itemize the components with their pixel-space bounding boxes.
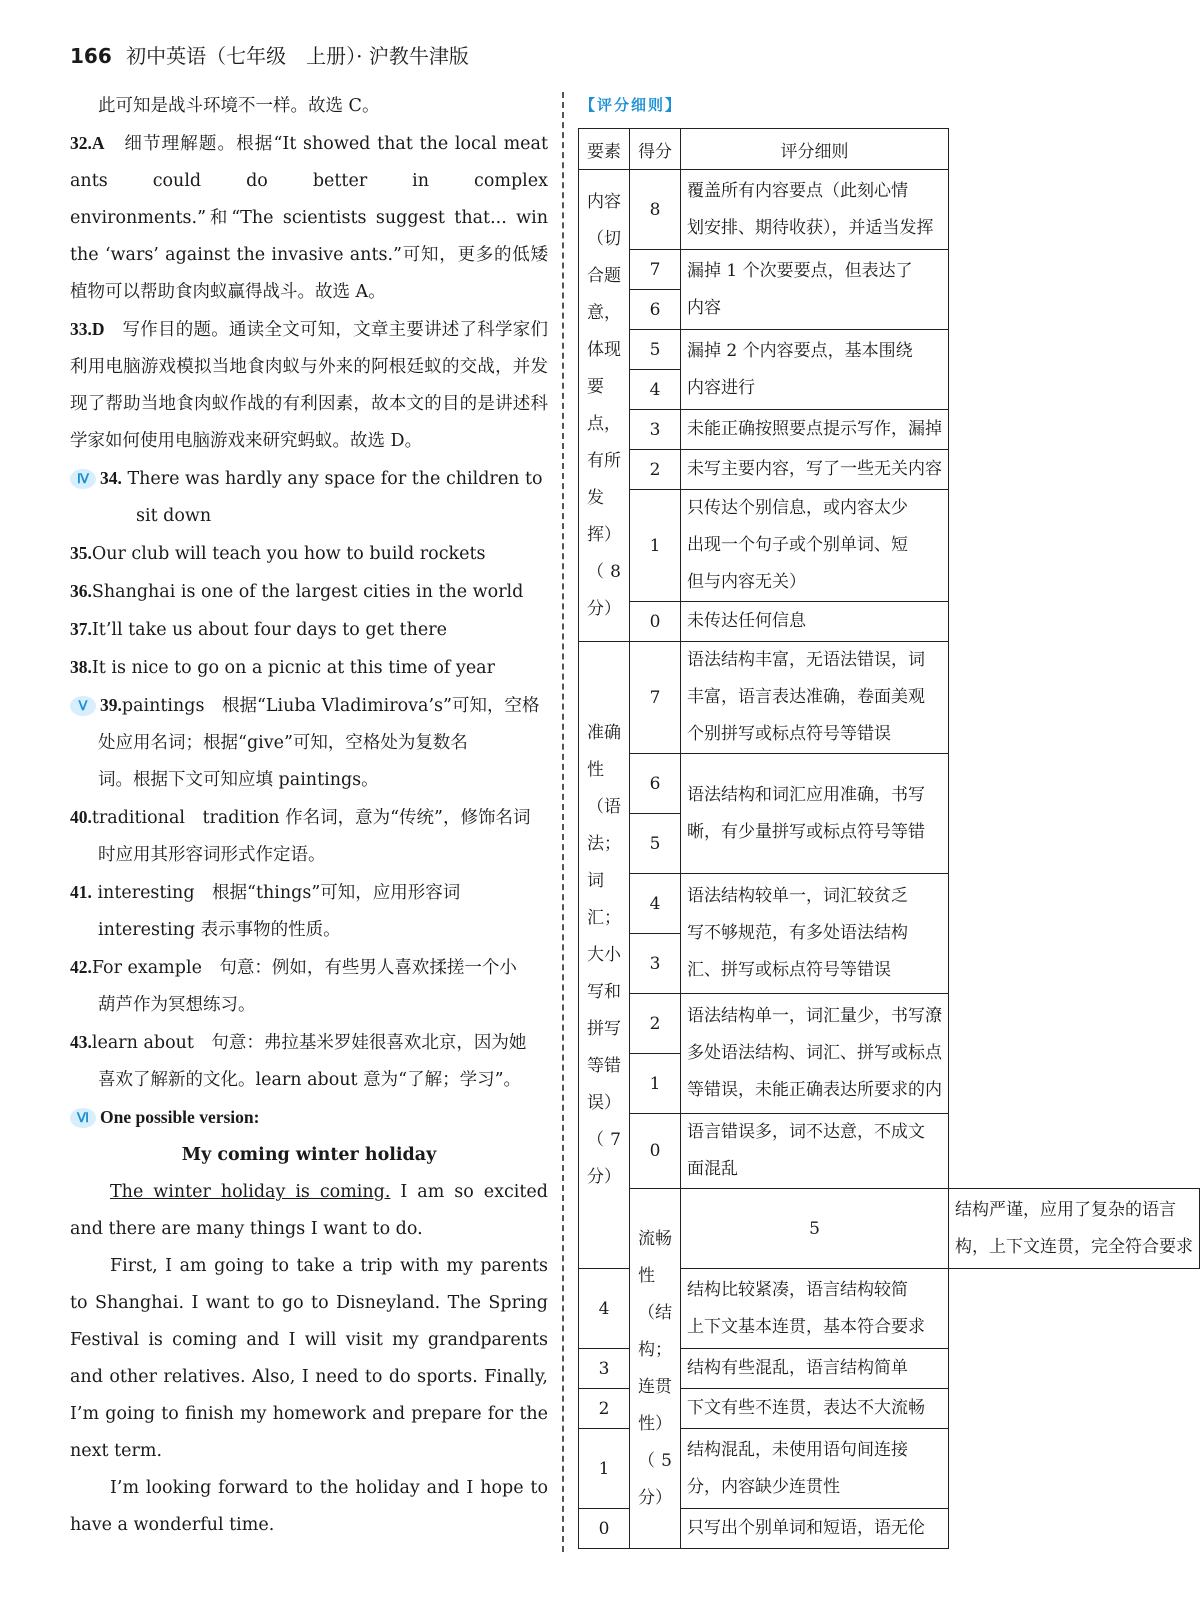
essay-paragraph: I’m looking forward to the holiday and I hope to have a wonderful time. bbox=[70, 1478, 548, 1535]
score: 4 bbox=[579, 1269, 630, 1349]
answer-number: 43. bbox=[70, 1032, 92, 1052]
score: 1 bbox=[630, 490, 681, 602]
section-6 bbox=[70, 1099, 548, 1137]
answer-35 bbox=[70, 535, 548, 573]
criteria: 下文有些不连贯，表达不大流畅 bbox=[681, 1389, 949, 1429]
section-badge: Ⅴ bbox=[70, 696, 96, 716]
answer-41-cont: interesting 表示事物的性质。 bbox=[98, 920, 341, 940]
essay-paragraph bbox=[70, 1174, 548, 1248]
criteria bbox=[681, 754, 949, 874]
answer-text: It is nice to go on a picnic at this time of year bbox=[91, 658, 495, 678]
score: 2 bbox=[579, 1389, 630, 1429]
criteria: 未写主要内容，写了一些无关内容 bbox=[681, 450, 949, 490]
answer-43 bbox=[70, 1024, 548, 1062]
criteria-line: 结构混乱，未使用语句间连接 bbox=[687, 1439, 908, 1460]
criteria-line: 内容进行 bbox=[687, 377, 755, 398]
answer-41 bbox=[70, 874, 548, 912]
answer-text: 细节理解题。根据“It showed that the local meat ants could do better in complex environments.”和“The scientists suggest that... win the ‘wars’ against the invasive ants.”可知，更多的低矮植物可以帮助食肉蚁赢得战斗。故选 A。 bbox=[70, 134, 549, 302]
section-badge: Ⅵ bbox=[70, 1108, 96, 1128]
answer-42-cont: 葫芦作为冥想练习。 bbox=[98, 995, 256, 1015]
answer-34 bbox=[70, 460, 548, 498]
answer-number: 32.A bbox=[70, 133, 105, 153]
criteria-line: 语法结构和词汇应用准确，书写 bbox=[687, 784, 925, 805]
answer-36 bbox=[70, 573, 548, 611]
score: 3 bbox=[579, 1349, 630, 1389]
criteria-line: 面混乱 bbox=[687, 1159, 738, 1179]
answer-37 bbox=[70, 611, 548, 649]
table-row bbox=[579, 330, 1200, 370]
criteria-line: 划安排、期待收获），并适当发挥 bbox=[687, 217, 934, 238]
answer-32 bbox=[70, 125, 548, 311]
answer-40-cont: 时应用其形容词形式作定语。 bbox=[98, 845, 326, 865]
criteria-line: 丰富，语言表达准确，卷面美观 bbox=[687, 687, 925, 707]
book-title: 初中英语（七年级 上册）· 沪教牛津版 bbox=[126, 44, 469, 68]
criteria bbox=[681, 330, 949, 410]
table-row bbox=[579, 754, 1200, 814]
score: 2 bbox=[630, 450, 681, 490]
score: 6 bbox=[630, 290, 681, 330]
criteria bbox=[681, 1114, 949, 1189]
answer-text: 写作目的题。通读全文可知，文章主要讲述了科学家们利用电脑游戏模拟当地食肉蚁与外来的阿根廷蚁的交战，并发现了帮助当地食肉蚁作战的有利因素，故本文的目的是讲述科学家如何使用电脑游戏来研究蚂蚁。故选 D。 bbox=[70, 320, 549, 451]
score: 0 bbox=[630, 1114, 681, 1189]
answer-42 bbox=[70, 949, 548, 987]
page-header bbox=[70, 40, 469, 69]
criteria-line: 出现一个句子或个别单词、短 bbox=[687, 535, 908, 555]
table-row bbox=[579, 602, 1200, 642]
score: 3 bbox=[630, 410, 681, 450]
criteria-line: 上下文基本连贯，基本符合要求 bbox=[687, 1316, 925, 1337]
table-row bbox=[579, 450, 1200, 490]
column-divider bbox=[562, 92, 564, 1552]
answer-text: For example 句意：例如，有些男人喜欢揉搓一个小 bbox=[91, 958, 517, 978]
score: 5 bbox=[681, 1189, 949, 1269]
criteria bbox=[681, 1269, 949, 1349]
answer-number: 35. bbox=[70, 543, 92, 563]
criteria-line: 结构严谨，应用了复杂的语言 bbox=[955, 1199, 1176, 1220]
criteria-line: 漏掉 1 个次要要点，但表达了 bbox=[687, 260, 913, 281]
answer-number: 34. bbox=[100, 468, 122, 488]
table-row bbox=[579, 642, 1200, 754]
criteria bbox=[681, 170, 949, 250]
answer-number: 38. bbox=[70, 657, 92, 677]
answer-text: It’ll take us about four days to get there bbox=[91, 620, 447, 640]
criteria-line: 覆盖所有内容要点（此刻心情 bbox=[687, 180, 908, 201]
criteria: 未传达任何信息 bbox=[681, 602, 949, 642]
criteria: 未能正确按照要点提示写作，漏掉 bbox=[681, 410, 949, 450]
answer-number: 33.D bbox=[70, 319, 105, 339]
score: 1 bbox=[579, 1429, 630, 1509]
score: 4 bbox=[630, 370, 681, 410]
criteria: 只写出个别单词和短语，语无伦 bbox=[681, 1509, 949, 1549]
answer-40 bbox=[70, 799, 548, 837]
criteria-line: 分，内容缺少连贯性 bbox=[687, 1476, 840, 1497]
criteria bbox=[949, 1189, 1200, 1269]
table-row bbox=[579, 874, 1200, 934]
criteria-line: 等错误，未能正确表达所要求的内 bbox=[687, 1080, 942, 1100]
criteria-line: 结构比较紧凑，语言结构较简 bbox=[687, 1279, 908, 1300]
element-content: 内容（切合题意，体现要点，有所发挥）（8分） bbox=[579, 170, 630, 642]
table-row bbox=[579, 250, 1200, 290]
answer-38 bbox=[70, 649, 548, 687]
table-row bbox=[579, 994, 1200, 1054]
score: 7 bbox=[630, 642, 681, 754]
essay-topic-sentence: The winter holiday is coming. bbox=[110, 1182, 391, 1202]
essay-title: My coming winter holiday bbox=[181, 1145, 437, 1165]
criteria-line: 内容 bbox=[687, 297, 721, 318]
element-fluency: 流畅性（结构；连贯性）（5分） bbox=[630, 1189, 681, 1549]
answer-39-cont: 处应用名词；根据“give”可知，空格处为复数名 bbox=[98, 733, 468, 753]
answer-number: 37. bbox=[70, 619, 92, 639]
table-row bbox=[579, 1189, 1200, 1269]
answer-text: learn about 句意：弗拉基米罗娃很喜欢北京，因为她 bbox=[91, 1033, 527, 1053]
criteria bbox=[681, 642, 949, 754]
line-top: 此可知是战斗环境不一样。故选 C。 bbox=[98, 96, 380, 116]
table-row bbox=[579, 170, 1200, 250]
section-label: One possible version: bbox=[100, 1107, 260, 1127]
element-accuracy: 准确性（语法；词汇；大小写和拼写等错误）（7分） bbox=[579, 642, 630, 1269]
criteria-line: 语法结构较单一，词汇较贫乏 bbox=[687, 886, 908, 906]
score: 1 bbox=[630, 1054, 681, 1114]
criteria bbox=[681, 874, 949, 994]
criteria-line: 漏掉 2 个内容要点，基本围绕 bbox=[687, 340, 913, 361]
criteria bbox=[681, 250, 949, 330]
answer-text: Our club will teach you how to build rockets bbox=[91, 544, 486, 564]
section-badge: Ⅳ bbox=[70, 469, 96, 489]
answer-column bbox=[70, 88, 548, 1544]
criteria-line: 构，上下文连贯，完全符合要求 bbox=[955, 1236, 1193, 1257]
criteria-line: 但与内容无关） bbox=[687, 572, 806, 592]
header-element: 要素 bbox=[579, 129, 630, 170]
answer-text: paintings 根据“Liuba Vladimirova’s”可知，空格 bbox=[121, 696, 540, 716]
criteria-line: 语言错误多，词不达意，不成文 bbox=[687, 1122, 925, 1142]
answer-number: 36. bbox=[70, 581, 92, 601]
criteria-line: 个别拼写或标点符号等错误 bbox=[687, 724, 891, 744]
criteria-line: 语法结构单一，词汇量少，书写潦 bbox=[687, 1006, 942, 1026]
table-row bbox=[579, 490, 1200, 602]
criteria-line: 写不够规范，有多处语法结构 bbox=[687, 923, 908, 943]
answer-number: 40. bbox=[70, 807, 92, 827]
table-header-row bbox=[579, 129, 1200, 170]
header-criteria: 评分细则 bbox=[681, 129, 949, 170]
answer-34-cont: sit down bbox=[136, 506, 212, 526]
criteria-line: 晰，有少量拼写或标点符号等错 bbox=[687, 821, 925, 842]
criteria-line: 汇、拼写或标点符号等错误 bbox=[687, 960, 891, 980]
score: 0 bbox=[630, 602, 681, 642]
score: 6 bbox=[630, 754, 681, 814]
essay-text: I am so excited and there are many things I want to do. bbox=[70, 1182, 548, 1239]
answer-text: traditional tradition 作名词，意为“传统”，修饰名词 bbox=[91, 808, 531, 828]
answer-39-cont: 词。根据下文可知应填 paintings。 bbox=[98, 770, 379, 790]
criteria bbox=[681, 1429, 949, 1509]
criteria bbox=[681, 490, 949, 602]
criteria bbox=[681, 994, 949, 1114]
answer-text: There was hardly any space for the children to bbox=[127, 469, 543, 489]
criteria: 结构有些混乱，语言结构简单 bbox=[681, 1349, 949, 1389]
table-row bbox=[579, 1114, 1200, 1189]
answer-number: 41. bbox=[70, 882, 92, 902]
rubric-table bbox=[578, 128, 1200, 1549]
table-row bbox=[579, 410, 1200, 450]
score: 2 bbox=[630, 994, 681, 1054]
criteria-line: 多处语法结构、词汇、拼写或标点 bbox=[687, 1043, 942, 1063]
header-score: 得分 bbox=[630, 129, 681, 170]
answer-43-cont: 喜欢了解新的文化。learn about 意为“了解；学习”。 bbox=[98, 1070, 522, 1090]
answer-39 bbox=[70, 687, 548, 725]
criteria-line: 语法结构丰富，无语法错误，词 bbox=[687, 650, 925, 670]
score: 7 bbox=[630, 250, 681, 290]
answer-33 bbox=[70, 311, 548, 460]
answer-text: interesting 根据“things”可知，应用形容词 bbox=[97, 883, 461, 903]
rubric-title: 【评分细则】 bbox=[580, 96, 683, 114]
page-number: 166 bbox=[70, 44, 112, 68]
essay-paragraph: First, I am going to take a trip with my parents to Shanghai. I want to go to Disneyland. The Spring Festival is coming and I will visit my grandparents and other relatives. Also, I need to do sports. Finally, I’m going to finish my homework and prepare for the next term. bbox=[70, 1256, 548, 1461]
answer-text: Shanghai is one of the largest cities in the world bbox=[91, 582, 524, 602]
answer-number: 39. bbox=[100, 695, 122, 715]
score: 0 bbox=[579, 1509, 630, 1549]
score: 5 bbox=[630, 330, 681, 370]
score: 8 bbox=[630, 170, 681, 250]
criteria-line: 只传达个别信息，或内容太少 bbox=[687, 498, 908, 518]
score: 4 bbox=[630, 874, 681, 934]
answer-number: 42. bbox=[70, 957, 92, 977]
score: 5 bbox=[630, 814, 681, 874]
score: 3 bbox=[630, 934, 681, 994]
